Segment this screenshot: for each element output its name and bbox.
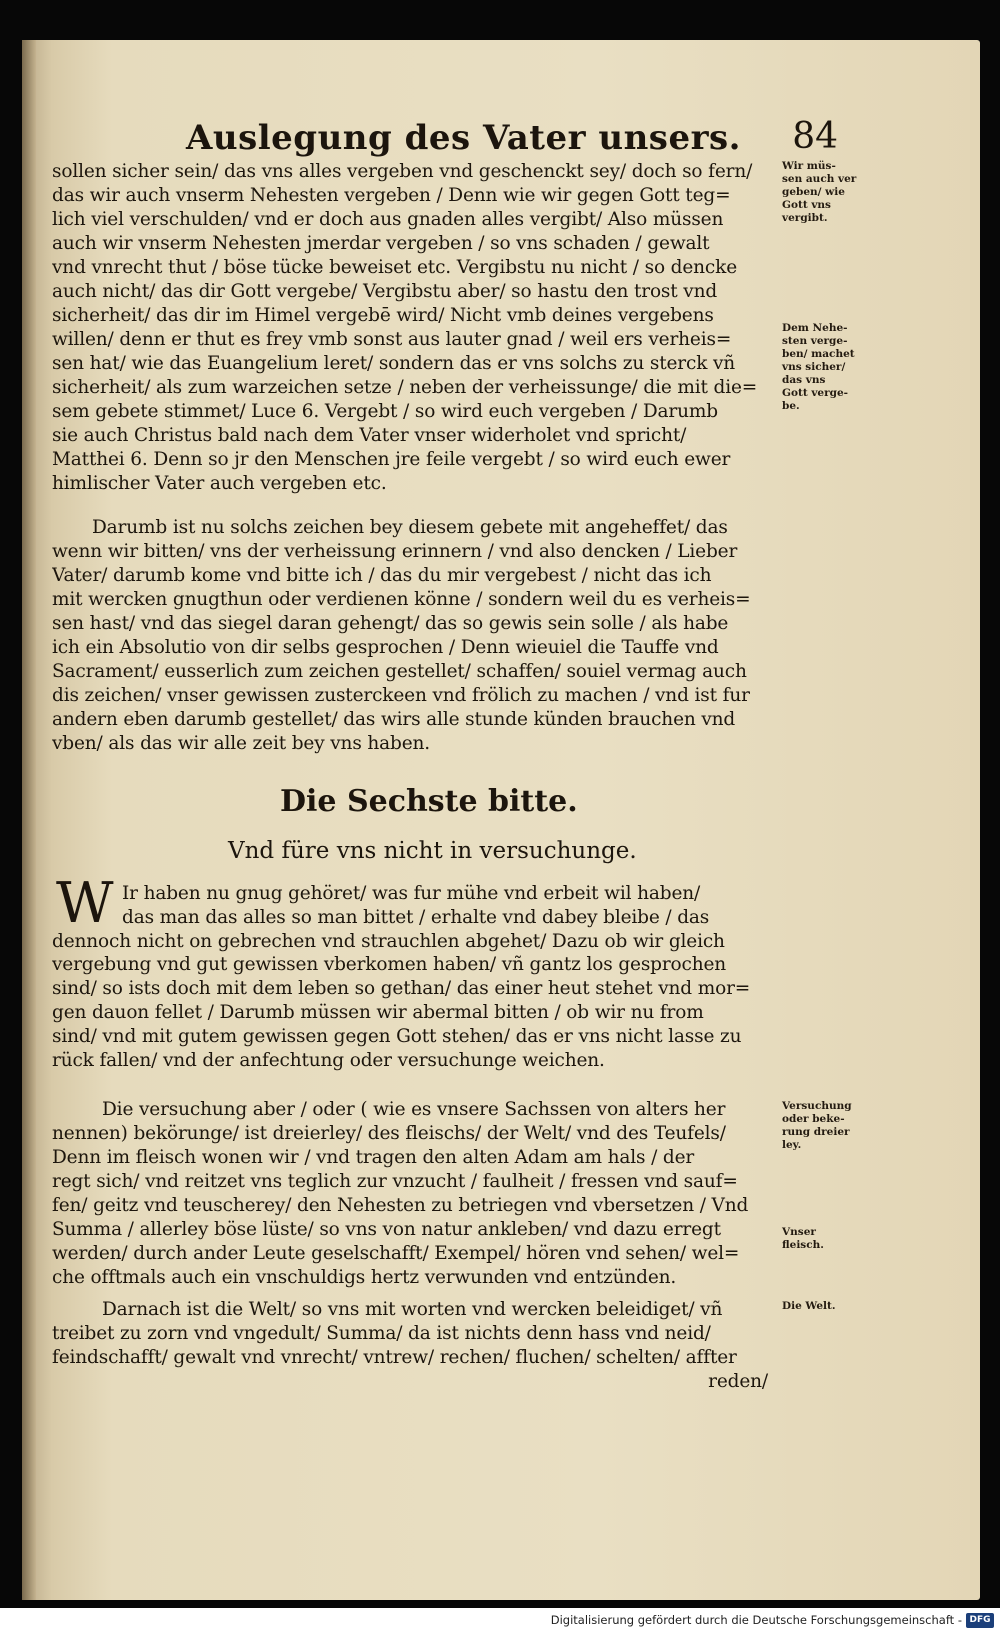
text-line: dis zeichen/ vnser gewissen zusterckeen vnd frölich zu machen / vnd ist fur xyxy=(52,685,750,706)
text-line: wenn wir bitten/ vns der verheissung erinnern / vnd also dencken / Lieber xyxy=(52,541,738,562)
text-line: sen hast/ vnd das siegel daran gehengt/ das so gewis sein solle / als habe xyxy=(52,613,729,634)
margin-line: Versuchung xyxy=(782,1100,852,1112)
text-line: rück fallen/ vnd der anfechtung oder versuchunge weichen. xyxy=(52,1049,605,1071)
margin-line: vns sicher/ xyxy=(782,361,846,373)
text-line: che offtmals auch ein vnschuldigs hertz verwunden vnd entzünden. xyxy=(52,1267,677,1288)
margin-line: sten verge- xyxy=(782,335,848,347)
text-line: sind/ vnd mit gutem gewissen gegen Gott stehen/ das er vns nicht lasse zu xyxy=(52,1025,742,1047)
margin-line: ben/ machet xyxy=(782,348,855,360)
page-number: 84 xyxy=(792,116,838,157)
text-line: Vater/ darumb kome vnd bitte ich / das du mir vergebest / nicht das ich xyxy=(52,565,712,586)
text-line: fen/ geitz vnd teuscherey/ den Nehesten zu betriegen vnd vbersetzen / Vnd xyxy=(52,1195,749,1216)
paragraph-sixth-petition xyxy=(52,882,774,1072)
text-line: willen/ denn er thut es frey vmb sonst aus lauter gnad / weil ers verheis= xyxy=(52,329,732,350)
text-line: himlischer Vater auch vergeben etc. xyxy=(52,473,387,494)
paragraph-temptation xyxy=(52,1098,774,1290)
text-line: Denn im fleisch wonen wir / vnd tragen den alten Adam am hals / der xyxy=(52,1147,695,1168)
text-line: sollen sicher sein/ das vns alles vergeben vnd geschenckt sey/ doch so fern/ xyxy=(52,161,753,182)
text-line: feindschafft/ gewalt vnd vnrecht/ vntrew/ rechen/ fluchen/ schelten/ affter xyxy=(52,1347,737,1368)
text-line: Summa / allerley böse lüste/ so vns von natur ankleben/ vnd dazu erregt xyxy=(52,1219,721,1240)
section-heading: Die Sechste bitte. xyxy=(280,784,578,819)
margin-note-flesh xyxy=(782,1226,876,1252)
margin-line: oder beke- xyxy=(782,1113,845,1125)
margin-line: Gott verge- xyxy=(782,387,849,399)
margin-note-temptation xyxy=(782,1100,876,1152)
text-line: vnd vnrecht thut / böse tücke beweiset etc. Vergibstu nu nicht / so dencke xyxy=(52,257,737,278)
margin-line: rung dreier xyxy=(782,1126,850,1138)
margin-line: das vns xyxy=(782,374,826,386)
margin-line: ley. xyxy=(782,1139,802,1151)
text-line: sind/ so ists doch mit dem leben so gethan/ das einer heut stehet vnd mor= xyxy=(52,978,751,1000)
margin-note-world xyxy=(782,1300,876,1313)
footer-credit: Digitalisierung gefördert durch die Deutsche Forschungsgemeinschaft - xyxy=(550,1613,962,1627)
margin-line: geben/ wie xyxy=(782,186,845,198)
margin-line: Gott vns xyxy=(782,199,831,211)
text-line: sem gebete stimmet/ Luce 6. Vergebt / so wird euch vergeben / Darumb xyxy=(52,401,718,422)
paragraph-world xyxy=(52,1298,774,1394)
text-line: auch wir vnserm Nehesten jmerdar vergeben / so vns schaden / gewalt xyxy=(52,233,710,254)
text-line: gen dauon fellet / Darumb müssen wir abermal bitten / ob wir nu from xyxy=(52,1001,704,1023)
digitization-footer xyxy=(0,1610,1000,1632)
margin-line: Wir müs- xyxy=(782,160,836,172)
text-line: sen hat/ wie das Euangelium leret/ sondern das er vns solchs zu sterck vñ xyxy=(52,353,736,374)
text-line: regt sich/ vnd reitzet vns teglich zur vnzucht / faulheit / fressen vnd sauf= xyxy=(52,1171,738,1192)
text-line: Darumb ist nu solchs zeichen bey diesem gebete mit angeheffet/ das xyxy=(92,517,728,538)
text-line: werden/ durch ander Leute geselschafft/ Exempel/ hören vnd sehen/ wel= xyxy=(52,1243,740,1264)
margin-line: Vnser xyxy=(782,1226,816,1238)
page-header xyxy=(186,118,846,164)
text-line: vergebung vnd gut gewissen vberkomen haben/ vñ gantz los gesprochen xyxy=(52,954,727,976)
margin-line: Die Welt. xyxy=(782,1300,836,1312)
catchword: reden/ xyxy=(708,1371,768,1392)
text-line: sie auch Christus bald nach dem Vater vnser widerholet vnd spricht/ xyxy=(52,425,687,446)
drop-capital: W xyxy=(56,871,114,936)
text-line: sicherheit/ als zum warzeichen setze / neben der verheissunge/ die mit die= xyxy=(52,377,758,398)
text-line: mit wercken gnugthun oder verdienen könne / sondern weil du es verheis= xyxy=(52,589,751,610)
paragraph-forgiveness xyxy=(52,160,774,496)
text-line: Matthei 6. Denn so jr den Menschen jre feile vergebt / so wird euch ewer xyxy=(52,449,731,470)
page-gutter xyxy=(22,40,36,1600)
paragraph-sign xyxy=(52,516,774,756)
section-subheading: Vnd füre vns nicht in versuchunge. xyxy=(228,838,637,864)
text-line: nennen) bekörunge/ ist dreierley/ des fleischs/ der Welt/ vnd des Teufels/ xyxy=(52,1123,726,1144)
margin-note-forgive xyxy=(782,160,876,225)
text-line: das man das alles so man bittet / erhalte vnd dabey bleibe / das xyxy=(122,906,710,928)
margin-line: Dem Nehe- xyxy=(782,322,848,334)
margin-line: fleisch. xyxy=(782,1239,824,1251)
text-line: das wir auch vnserm Nehesten vergeben / Denn wie wir gegen Gott teg= xyxy=(52,185,731,206)
text-line: Darnach ist die Welt/ so vns mit worten vnd wercken beleidiget/ vñ xyxy=(102,1299,723,1320)
text-line: Ir haben nu gnug gehöret/ was fur mühe vnd erbeit wil haben/ xyxy=(122,883,701,904)
margin-note-neighbour xyxy=(782,322,876,413)
text-line: ich ein Absolutio von dir selbs gesprochen / Denn wieuiel die Tauffe vnd xyxy=(52,637,719,658)
text-line: Sacrament/ eusserlich zum zeichen gestellet/ schaffen/ souiel vermag auch xyxy=(52,661,747,682)
dfg-logo: DFG xyxy=(966,1613,994,1628)
text-line: treibet zu zorn vnd vngedult/ Summa/ da ist nichts denn hass vnd neid/ xyxy=(52,1323,711,1344)
margin-line: vergibt. xyxy=(782,212,828,224)
text-line: lich viel verschulden/ vnd er doch aus gnaden alles vergibt/ Also müssen xyxy=(52,209,724,230)
text-line: dennoch nicht on gebrechen vnd strauchlen abgehet/ Dazu ob wir gleich xyxy=(52,930,725,952)
text-line: auch nicht/ das dir Gott vergebe/ Vergibstu aber/ so hastu den trost vnd xyxy=(52,281,718,302)
running-title: Auslegung des Vater unsers. xyxy=(186,118,741,158)
text-line: andern eben darumb gestellet/ das wirs alle stunde künden brauchen vnd xyxy=(52,709,736,730)
margin-line: sen auch ver xyxy=(782,173,857,185)
margin-line: be. xyxy=(782,400,800,412)
text-line: vben/ als das wir alle zeit bey vns haben. xyxy=(52,733,431,754)
text-line: Die versuchung aber / oder ( wie es vnsere Sachssen von alters her xyxy=(102,1099,726,1120)
text-line: sicherheit/ das dir im Himel vergebē wird/ Nicht vmb deines vergebens xyxy=(52,305,714,326)
